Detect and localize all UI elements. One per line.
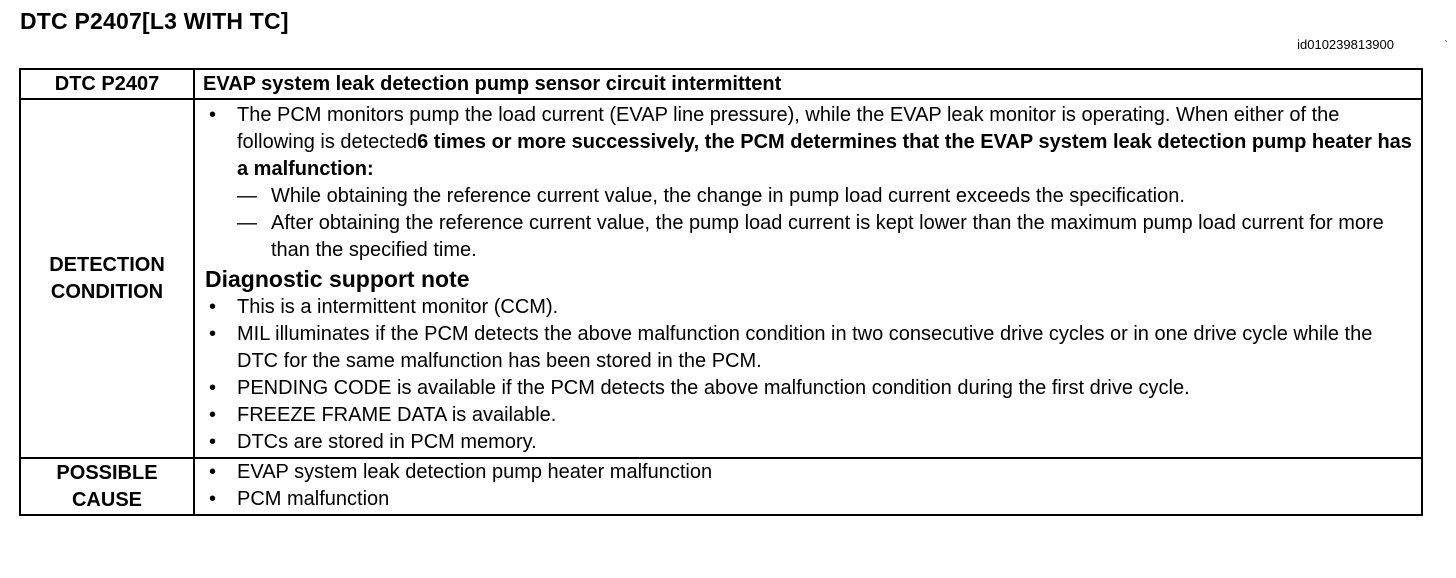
dtc-description-cell — [194, 69, 1422, 99]
support-note-list — [203, 294, 1413, 456]
support-note-item — [203, 294, 1413, 321]
table-header-row — [20, 69, 1422, 99]
detection-bullet-1-bold: 6 times or more successively, the PCM determines that the EVAP system leak detection pump heater has a malfunction: — [237, 131, 1412, 180]
support-note-text: PENDING CODE is available if the PCM detects the above malfunction condition during the first drive cycle. — [237, 377, 1190, 399]
dtc-description: EVAP system leak detection pump sensor circuit intermittent — [203, 73, 782, 95]
support-note-item — [203, 429, 1413, 456]
detection-condition-content — [194, 99, 1422, 458]
bullet-dot-icon: • — [209, 488, 217, 510]
dash-icon: — — [237, 212, 257, 234]
bullet-dot-icon: • — [209, 296, 217, 318]
support-note-text: MIL illuminates if the PCM detects the above malfunction condition in two consecutive drive cycles or in one drive cycle while the DTC for the same malfunction has been stored in the PCM. — [237, 323, 1373, 372]
support-note-item — [203, 321, 1413, 375]
possible-cause-label-line2: CAUSE — [71, 488, 142, 511]
possible-cause-row — [20, 458, 1422, 515]
dash-item-2-text: After obtaining the reference current value, the pump load current is kept lower than the maximum pump load current for more than the specified time. — [271, 212, 1384, 261]
bullet-dot-icon: • — [209, 461, 217, 483]
detection-bullet-1 — [203, 102, 1413, 183]
detection-label-line1: DETECTION — [49, 253, 165, 276]
support-note-item — [203, 375, 1413, 402]
support-note-text: DTCs are stored in PCM memory. — [237, 431, 537, 453]
possible-cause-label-line1: POSSIBLE — [56, 461, 158, 484]
page-title: DTC P2407[L3 WITH TC] — [20, 8, 289, 34]
possible-cause-content — [194, 458, 1422, 515]
bullet-dot-icon: • — [209, 323, 217, 345]
support-note-text: This is a intermittent monitor (CCM). — [237, 296, 559, 318]
possible-cause-text: EVAP system leak detection pump heater malfunction — [237, 461, 713, 483]
detection-bullet-1-text: The PCM monitors pump the load current (EVAP line pressure), while the EVAP leak monitor is operating. When either of the following is detected — [237, 104, 1340, 153]
support-note-text: FREEZE FRAME DATA is available. — [237, 404, 557, 426]
dash-item-1-text: While obtaining the reference current value, the change in pump load current exceeds the specification. — [271, 185, 1185, 207]
dash-icon: — — [237, 185, 257, 207]
diagnostic-support-note-heading: Diagnostic support note — [205, 266, 470, 292]
possible-cause-text: PCM malfunction — [237, 488, 390, 510]
document-id: id010239813900 — [1297, 37, 1394, 52]
dtc-code-cell — [20, 69, 194, 99]
dash-item-2 — [237, 210, 1413, 264]
detection-bullet-list — [203, 102, 1413, 183]
detection-condition-label — [20, 99, 194, 458]
possible-cause-list — [203, 459, 1413, 513]
support-note-item — [203, 402, 1413, 429]
detection-dash-list — [203, 183, 1413, 264]
bullet-dot-icon: • — [209, 431, 217, 453]
possible-cause-item — [203, 486, 1413, 513]
possible-cause-item — [203, 459, 1413, 486]
dash-item-1 — [237, 183, 1413, 210]
edge-mark: ` — [1444, 38, 1448, 52]
bullet-dot-icon: • — [209, 377, 217, 399]
bullet-dot-icon: • — [209, 404, 217, 426]
detection-label-line2: CONDITION — [50, 280, 164, 303]
bullet-dot-icon: • — [209, 104, 217, 126]
dtc-table — [19, 68, 1423, 516]
dtc-code: DTC P2407 — [54, 73, 160, 95]
possible-cause-label — [20, 458, 194, 515]
detection-condition-row — [20, 99, 1422, 458]
